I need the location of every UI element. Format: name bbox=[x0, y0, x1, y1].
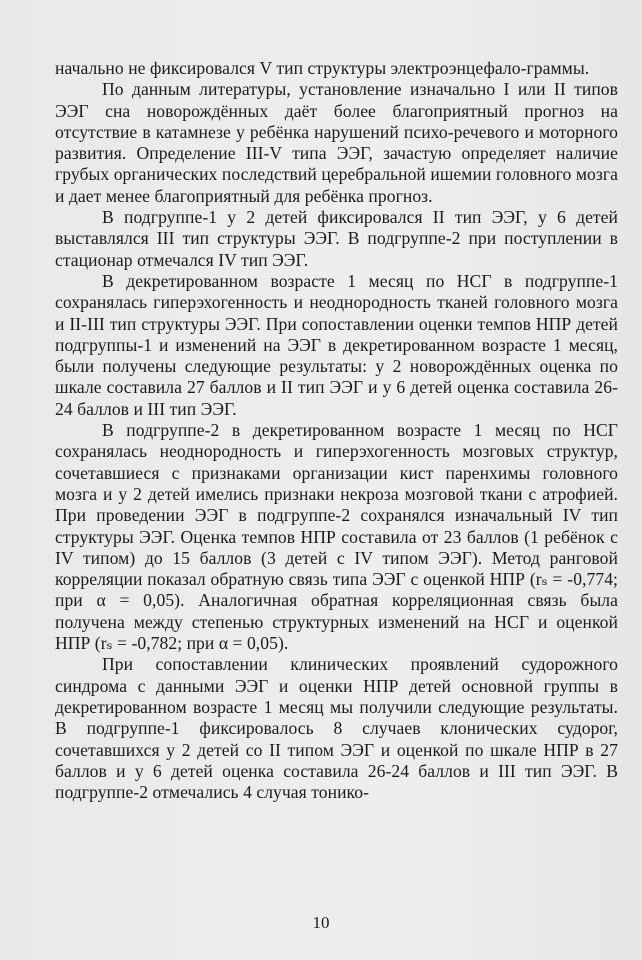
paragraph-subgroup-1-one-month: В декретированном возрасте 1 месяц по НСГ в подгруппе-1 сохранялась гиперэхогенность и неоднородность тканей головного мозга и II-III тип структуры ЭЭГ. При сопоставлении оценки темпов НПР детей подгруппы-1 и изменений на ЭЭГ в декретированном возрасте 1 месяц, были получены следующие результаты: у 2 новорождённых оценка по шкале составила 27 баллов и II тип ЭЭГ и у 6 детей оценка составила 26-24 баллов и III тип ЭЭГ. bbox=[55, 270, 618, 419]
paragraph-seizure-syndrome: При сопоставлении клинических проявлений судорожного синдрома с данными ЭЭГ и оценки НПР детей основной группы в декретированном возрасте 1 месяц мы получили следующие результаты. В подгруппе-1 фиксировалось 8 случаев клонических судорог, сочетавшихся у 2 детей со II типом ЭЭГ и оценкой по шкале НПР в 27 баллов и у 6 детей оценка составила 26-24 баллов и III тип ЭЭГ. В подгруппе-2 отмечались 4 случая тонико- bbox=[55, 654, 618, 803]
paragraph-subgroup-1-eeg: В подгруппе-1 у 2 детей фиксировался II тип ЭЭГ, у 6 детей выставлялся III тип структуры ЭЭГ. В подгруппе-2 при поступлении в стационар отмечался IV тип ЭЭГ. bbox=[55, 207, 618, 270]
paragraph-literature: По данным литературы, установление изначально I или II типов ЭЭГ сна новорождённых даёт более благоприятный прогноз на отсутствие в катамнезе у ребёнка нарушений психо-речевого и моторного развития. Определение III-V типа ЭЭГ, зачастую определяет наличие грубых органических последствий церебральной ишемии головного мозга и дает менее благоприятный для ребёнка прогноз. bbox=[55, 79, 618, 206]
page-number: 10 bbox=[312, 913, 330, 932]
body-text bbox=[55, 58, 618, 803]
paragraph-subgroup-2-one-month: В подгруппе-2 в декретированном возрасте 1 месяц по НСГ сохранялась неоднородность и гиперэхогенность мозговых структур, сочетавшиеся с признаками организации кист паренхимы головного мозга и у 2 детей имелись признаки некроза мозговой ткани с атрофией. При проведении ЭЭГ в подгруппе-2 сохранялся изначальный IV тип структуры ЭЭГ. Оценка темпов НПР составила от 23 баллов (1 ребёнок с IV типом) до 15 баллов (3 детей с IV типом ЭЭГ). Метод ранговой корреляции показал обратную связь типа ЭЭГ с оценкой НПР (rₛ = -0,774; при α = 0,05). Аналогичная обратная корреляционная связь была получена между степенью структурных изменений на НСГ и оценкой НПР (rₛ = -0,782; при α = 0,05). bbox=[55, 420, 618, 654]
paragraph-continuation: начально не фиксировался V тип структуры электроэнцефало-граммы. bbox=[55, 58, 590, 78]
